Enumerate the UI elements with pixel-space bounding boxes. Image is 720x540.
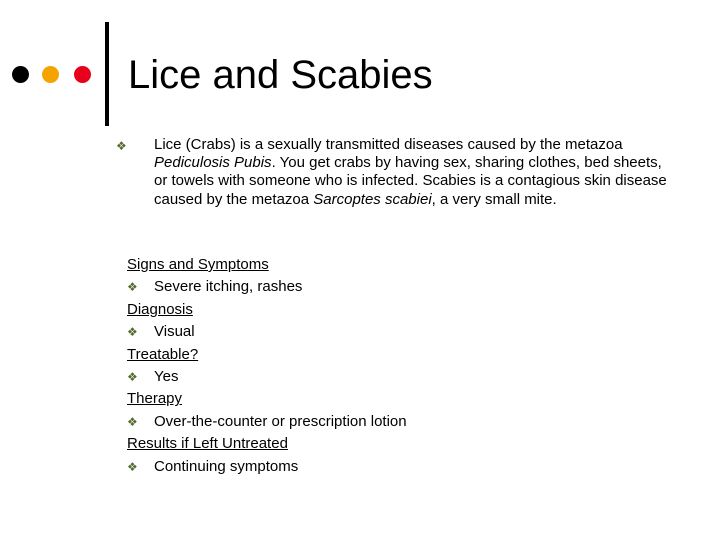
section-signs bbox=[127, 254, 687, 299]
intro-text-3: , a very small mite. bbox=[431, 190, 557, 208]
section-item-text: Over-the-counter or prescription lotion bbox=[154, 412, 407, 430]
section-heading: Treatable? bbox=[127, 345, 199, 363]
slide-title: Lice and Scabies bbox=[128, 53, 433, 97]
section-item bbox=[127, 411, 687, 433]
intro-bullet bbox=[116, 136, 676, 209]
section-item-text: Severe itching, rashes bbox=[154, 278, 303, 296]
intro-text-1: Lice (Crabs) is a sexually transmitted diseases caused by the metazoa bbox=[154, 136, 623, 153]
section-diagnosis bbox=[127, 299, 687, 344]
black-dot-icon bbox=[12, 66, 29, 83]
section-heading: Therapy bbox=[127, 390, 183, 408]
diamond-bullet-icon: ❖ bbox=[127, 370, 138, 385]
section-item bbox=[127, 276, 687, 298]
orange-dot-icon bbox=[42, 66, 59, 83]
intro-species-1: Pediculosis Pubis bbox=[154, 154, 272, 172]
section-heading: Diagnosis bbox=[127, 300, 193, 318]
section-item-text: Yes bbox=[154, 368, 179, 386]
info-sections bbox=[127, 254, 687, 478]
intro-text-2: . You get crabs by having sex, sharing clothes, bed sheets, or towels with someone who is infected. Scabies is a contagious skin disease caused by the metazoa bbox=[154, 154, 667, 208]
intro-paragraph bbox=[154, 136, 676, 209]
section-item-text: Continuing symptoms bbox=[154, 457, 299, 475]
section-results bbox=[127, 433, 687, 478]
intro-species-2: Sarcoptes scabiei bbox=[313, 190, 432, 208]
diamond-bullet-icon: ❖ bbox=[116, 139, 127, 153]
section-treatable bbox=[127, 344, 687, 389]
diamond-bullet-icon: ❖ bbox=[127, 459, 138, 474]
section-item bbox=[127, 456, 687, 478]
section-therapy bbox=[127, 388, 687, 433]
title-divider bbox=[105, 22, 109, 126]
diamond-bullet-icon: ❖ bbox=[127, 414, 138, 429]
section-heading: Results if Left Untreated bbox=[127, 435, 288, 453]
section-item bbox=[127, 366, 687, 388]
diamond-bullet-icon: ❖ bbox=[127, 325, 138, 340]
diamond-bullet-icon: ❖ bbox=[127, 280, 138, 295]
section-heading: Signs and Symptoms bbox=[127, 256, 269, 273]
red-dot-icon bbox=[74, 66, 91, 83]
section-item bbox=[127, 321, 687, 343]
section-item-text: Visual bbox=[154, 323, 195, 341]
